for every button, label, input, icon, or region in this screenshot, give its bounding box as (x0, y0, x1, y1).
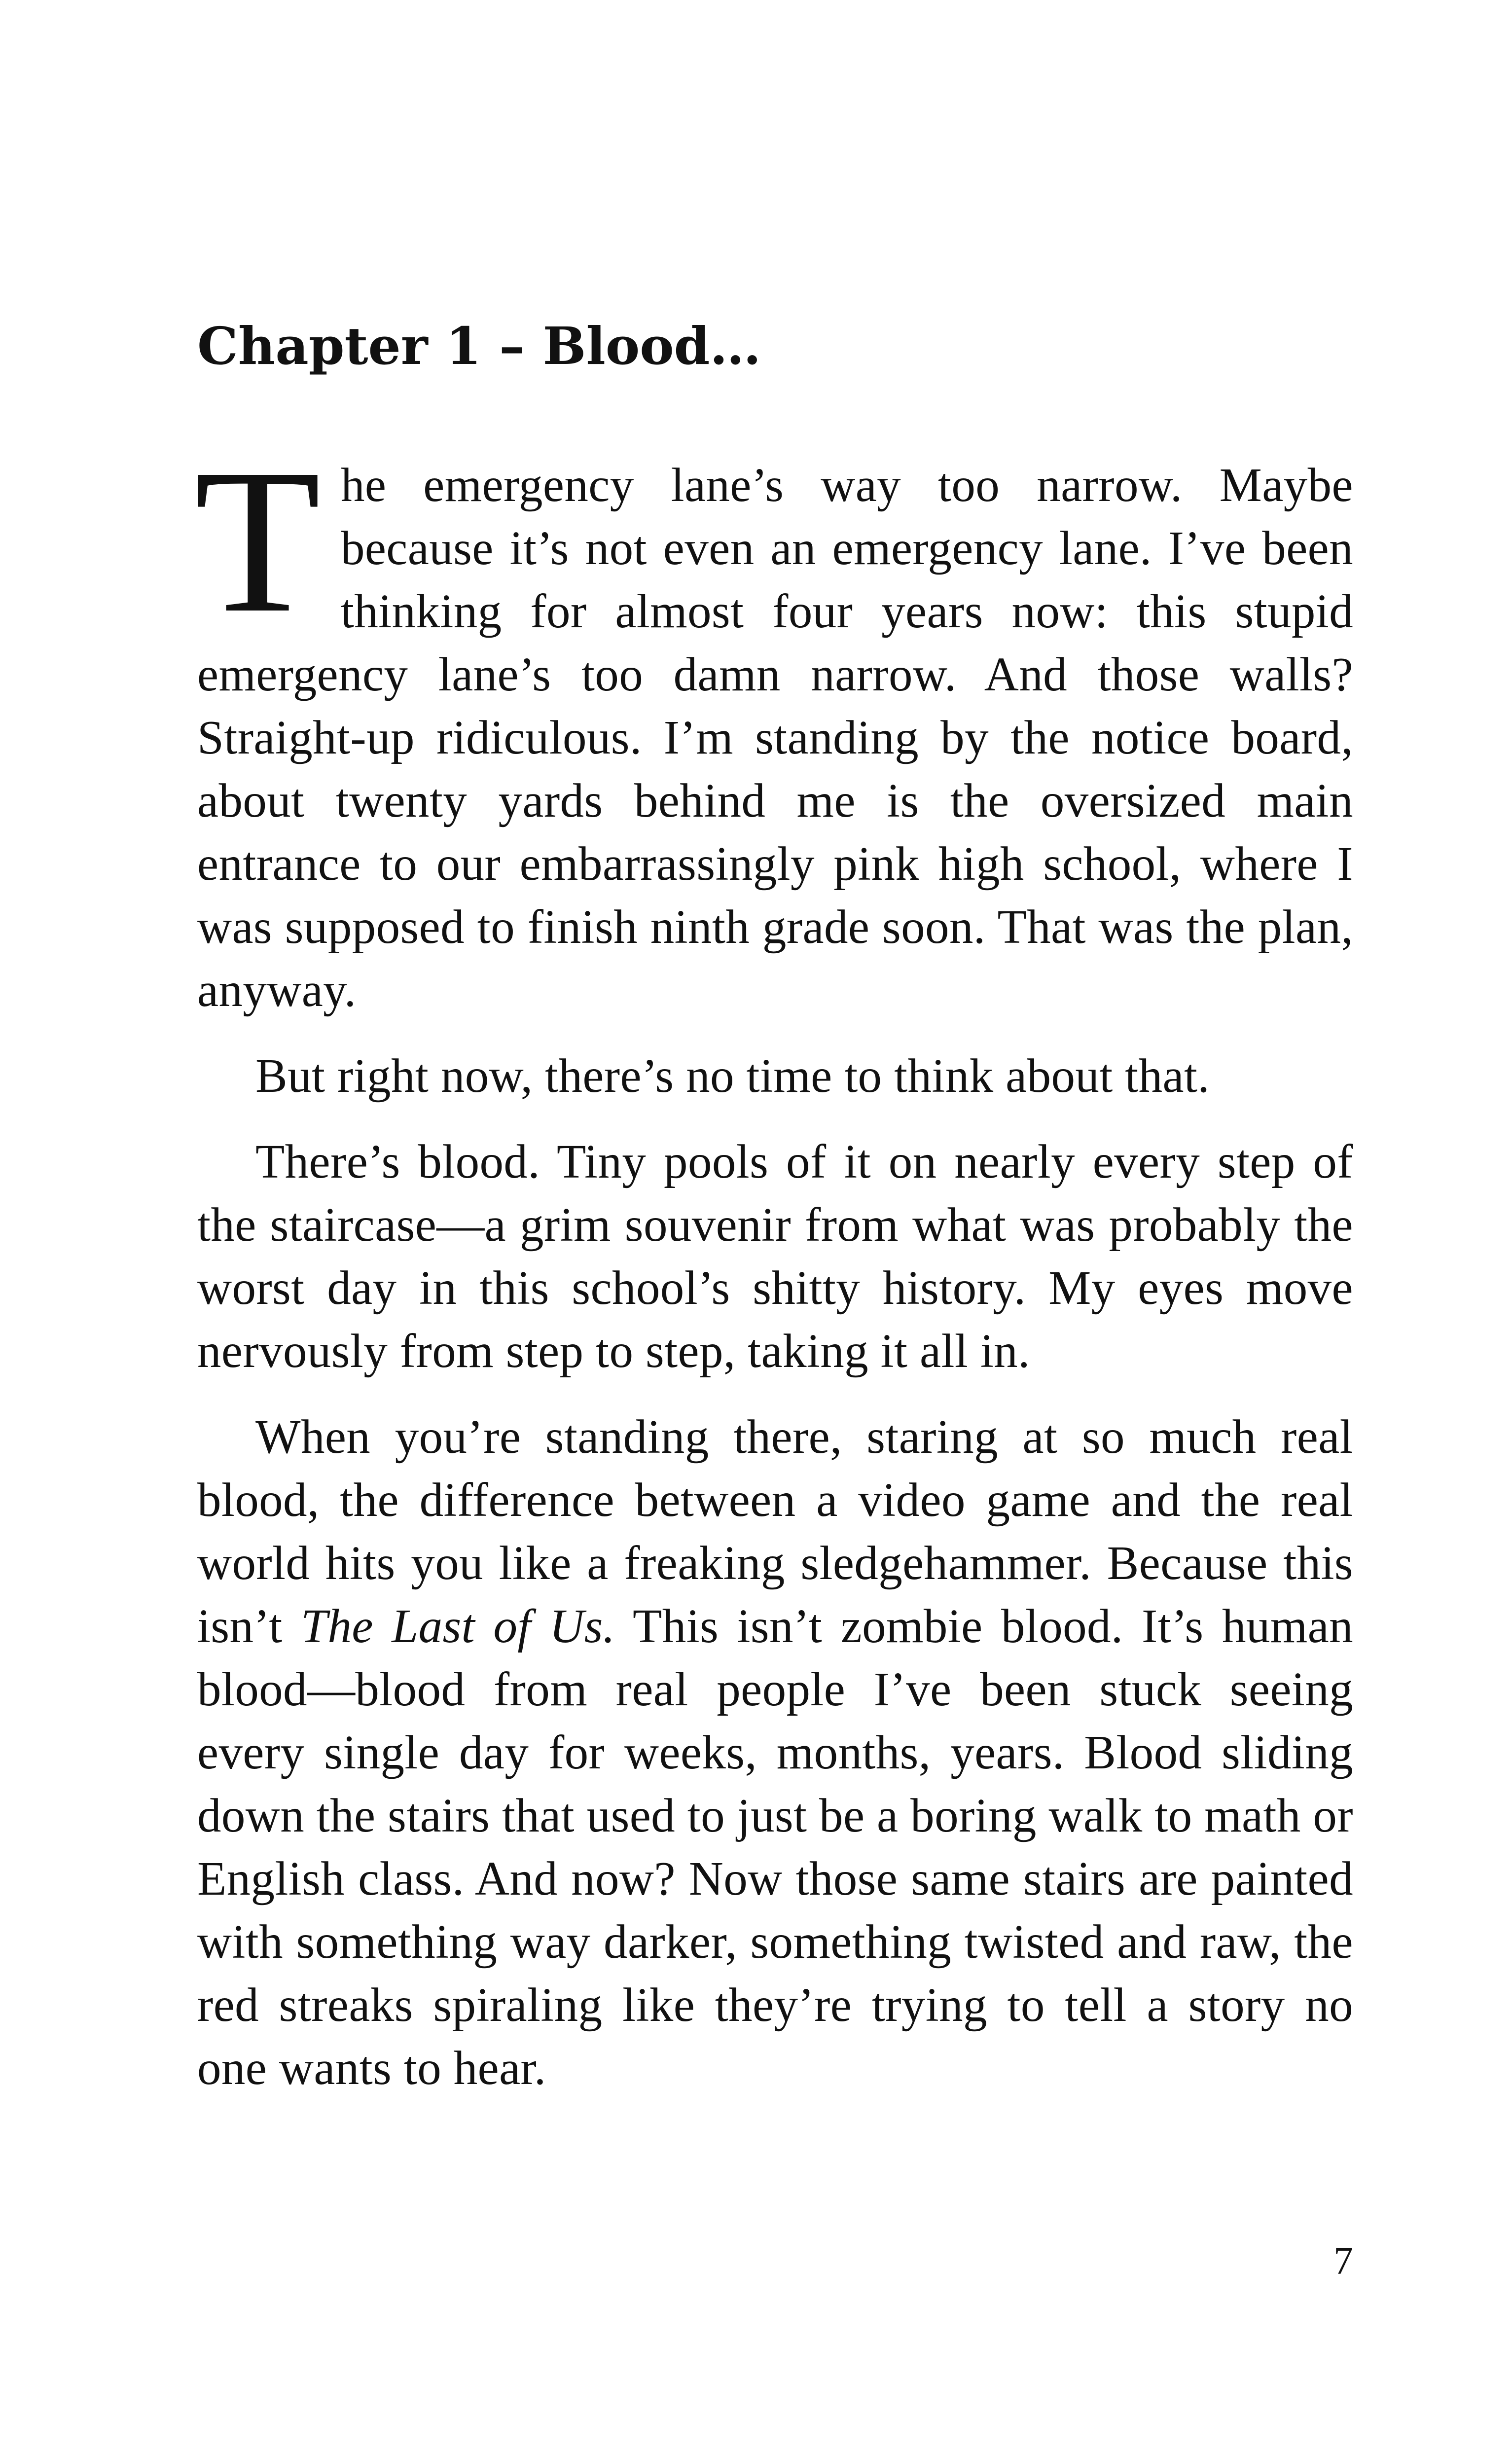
paragraph-4-text-before: When you’re standing there, staring at so much real blood, the difference between a video game and the real world hits you like a freaking sledgehammer. Because this isn’t (197, 1410, 1353, 1653)
body-text (194, 426, 1353, 2122)
paragraph-1 (194, 426, 1353, 1022)
paragraph-3: There’s blood. Tiny pools of it on nearly every step of the staircase—a grim souvenir from what was probably the worst day in this school’s shitty history. My eyes move nervously from step to step, taking it all in. (197, 1135, 1353, 1377)
paragraph-1-text: he emergency lane’s way too narrow. Maybe because it’s not even an emergency lane. I’ve been thinking for almost four years now: this stupid emergency lane’s too damn narrow. And those walls? Straight-up ridiculous. I’m standing by the notice board, about twenty yards behind me is the oversized main entrance to our embarrassingly pink high school, where I was supposed to finish ninth grade soon. That was the plan, anyway. (197, 459, 1353, 1016)
page-number: 7 (1333, 2239, 1353, 2283)
paragraph-4-text-after: This isn’t zombie blood. It’s human blood—blood from real people I’ve been stuck seeing every single day for weeks, months, years. Blood sliding down the stairs that used to just be a boring walk to math or English class. And now? Now those same stairs are painted with something way darker, something twisted and raw, the red streaks spiraling like they’re trying to tell a story no one wants to hear. (197, 1600, 1353, 2094)
chapter-title: Chapter 1 – Blood… (197, 316, 761, 376)
paragraph-2: But right now, there’s no time to think about that. (255, 1049, 1210, 1102)
paragraph-4 (197, 1405, 1353, 2100)
game-title-italic: The Last of Us. (301, 1600, 615, 1653)
drop-cap: T (194, 426, 321, 655)
